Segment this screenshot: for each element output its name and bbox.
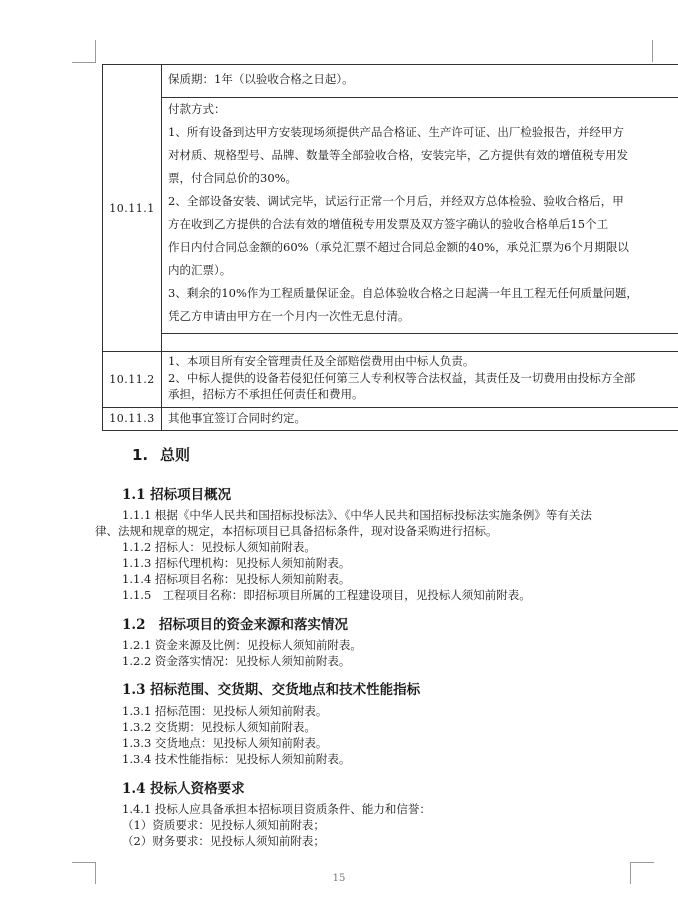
paragraph-1-3-1: 1.3.1 招标范围：见投标人须知前附表。 xyxy=(122,704,328,718)
crop-mark-top-left xyxy=(72,62,96,63)
clause-row xyxy=(103,352,678,408)
clause-number: 10.11.1 xyxy=(103,65,162,352)
paragraph-1-1-1: 1.1.1 根据《中华人民共和国招标投标法》、《中华人民共和国招标投标法实施条例》等有关法 xyxy=(122,508,592,522)
chapter-title: 总则 xyxy=(160,446,191,464)
clause-text-line: 2、中标人提供的设备若侵犯任何第三人专利权等合法权益，其责任及一切费用由投标方全部 xyxy=(168,370,636,385)
clause-row xyxy=(103,65,678,352)
crop-mark-top-left xyxy=(95,40,96,62)
paragraph-1-3-4: 1.3.4 技术性能指标：见投标人须知前附表。 xyxy=(122,752,351,766)
clause-content xyxy=(162,65,678,352)
clause-text-line: 1、本项目所有安全管理责任及全部赔偿费用由中标人负责。 xyxy=(168,354,475,368)
paragraph-1-1-2: 1.1.2 招标人：见投标人须知前附表。 xyxy=(122,540,316,554)
clause-text-line: 凭乙方申请由甲方在一个月内一次性无息付清。 xyxy=(168,309,410,323)
section-heading-1-3: 1.3 招标范围、交货期、交货地点和技术性能指标 xyxy=(122,682,421,698)
paragraph-1-2-2: 1.2.2 资金落实情况：见投标人须知前附表。 xyxy=(122,654,351,668)
clause-row xyxy=(103,407,678,430)
clause-subcell xyxy=(162,408,678,430)
clause-subcell xyxy=(162,98,678,334)
paragraph-1-3-3: 1.3.3 交货地点：见投标人须知前附表。 xyxy=(122,736,328,750)
clause-text-line: 其他事宜签订合同时约定。 xyxy=(168,410,306,425)
clause-number: 10.11.2 xyxy=(103,352,162,408)
paragraph-1-1-4: 1.1.4 招标项目名称：见投标人须知前附表。 xyxy=(122,572,351,586)
clause-text-line: 1、所有设备到达甲方安装现场须提供产品合格证、生产许可证、出厂检验报告，并经甲方 xyxy=(168,125,624,139)
paragraph-1-4-1: 1.4.1 投标人应具备承担本招标项目资质条件、能力和信誉： xyxy=(122,802,431,816)
clause-text-line: 3、剩余的10%作为工程质量保证金。自总体验收合格之日起满一年且工程无任何质量问题， xyxy=(168,286,638,300)
clause-number: 10.11.3 xyxy=(103,407,162,430)
crop-mark-bottom-right xyxy=(630,862,654,863)
chapter-number: 1. xyxy=(132,446,149,464)
clause-subcell xyxy=(162,334,678,351)
page-number: 15 xyxy=(332,873,346,884)
chapter-heading xyxy=(132,444,190,465)
paragraph-1-3-2: 1.3.2 交货期：见投标人须知前附表。 xyxy=(122,720,316,734)
paragraph-1-1-1-cont: 律、法规和规章的规定，本招标项目已具备招标条件，现对设备采购进行招标。 xyxy=(95,524,498,538)
section-heading-1-4: 1.4 投标人资格要求 xyxy=(122,781,245,797)
clause-text-line: 2、全部设备安装、调试完毕，试运行正常一个月后，并经双方总体检验、验收合格后，甲 xyxy=(168,194,624,208)
clause-text-line: 方在收到乙方提供的合法有效的增值税专用发票及双方签字确认的验收合格单后15个工 xyxy=(168,217,609,231)
section-heading-1-1: 1.1 招标项目概况 xyxy=(122,487,232,503)
clause-text-line: 内的汇票）。 xyxy=(168,263,232,277)
paragraph-1-1-5: 1.1.5 工程项目名称：即招标项目所属的工程建设项目，见投标人须知前附表。 xyxy=(122,588,531,602)
clause-content xyxy=(162,407,678,430)
clause-text-line: 作日内付合同总金额的60%（承兑汇票不超过合同总金额的40%，承兑汇票为6个月期限以 xyxy=(168,240,629,254)
clause-text-line: 保质期：1年（以验收合格之日起）。 xyxy=(168,72,354,86)
paragraph-1-1-3: 1.1.3 招标代理机构：见投标人须知前附表。 xyxy=(122,556,351,570)
crop-mark-bottom-left xyxy=(72,862,96,863)
contract-clauses-table xyxy=(102,64,678,431)
paragraph-1-2-1: 1.2.1 资金来源及比例：见投标人须知前附表。 xyxy=(122,638,362,652)
section-heading-1-2: 1.2 招标项目的资金来源和落实情况 xyxy=(122,617,348,633)
clause-content xyxy=(162,352,678,408)
clause-text-line: 承担，招标方不承担任何责任和费用。 xyxy=(168,387,364,401)
clause-subcell xyxy=(162,352,678,407)
clause-subcell xyxy=(162,65,678,98)
clause-text-line: 票，付合同总价的30%。 xyxy=(168,171,298,185)
clause-text-line: 付款方式： xyxy=(168,102,226,116)
paragraph-1-4-1-item-1: （1）资质要求：见投标人须知前附表； xyxy=(122,818,325,832)
clause-text-line: 对材质、规格型号、品牌、数量等全部验收合格，安装完毕，乙方提供有效的增值税专用发 xyxy=(168,148,628,162)
crop-mark-top-right xyxy=(652,40,653,62)
paragraph-1-4-1-item-2: （2）财务要求：见投标人须知前附表； xyxy=(122,834,325,848)
